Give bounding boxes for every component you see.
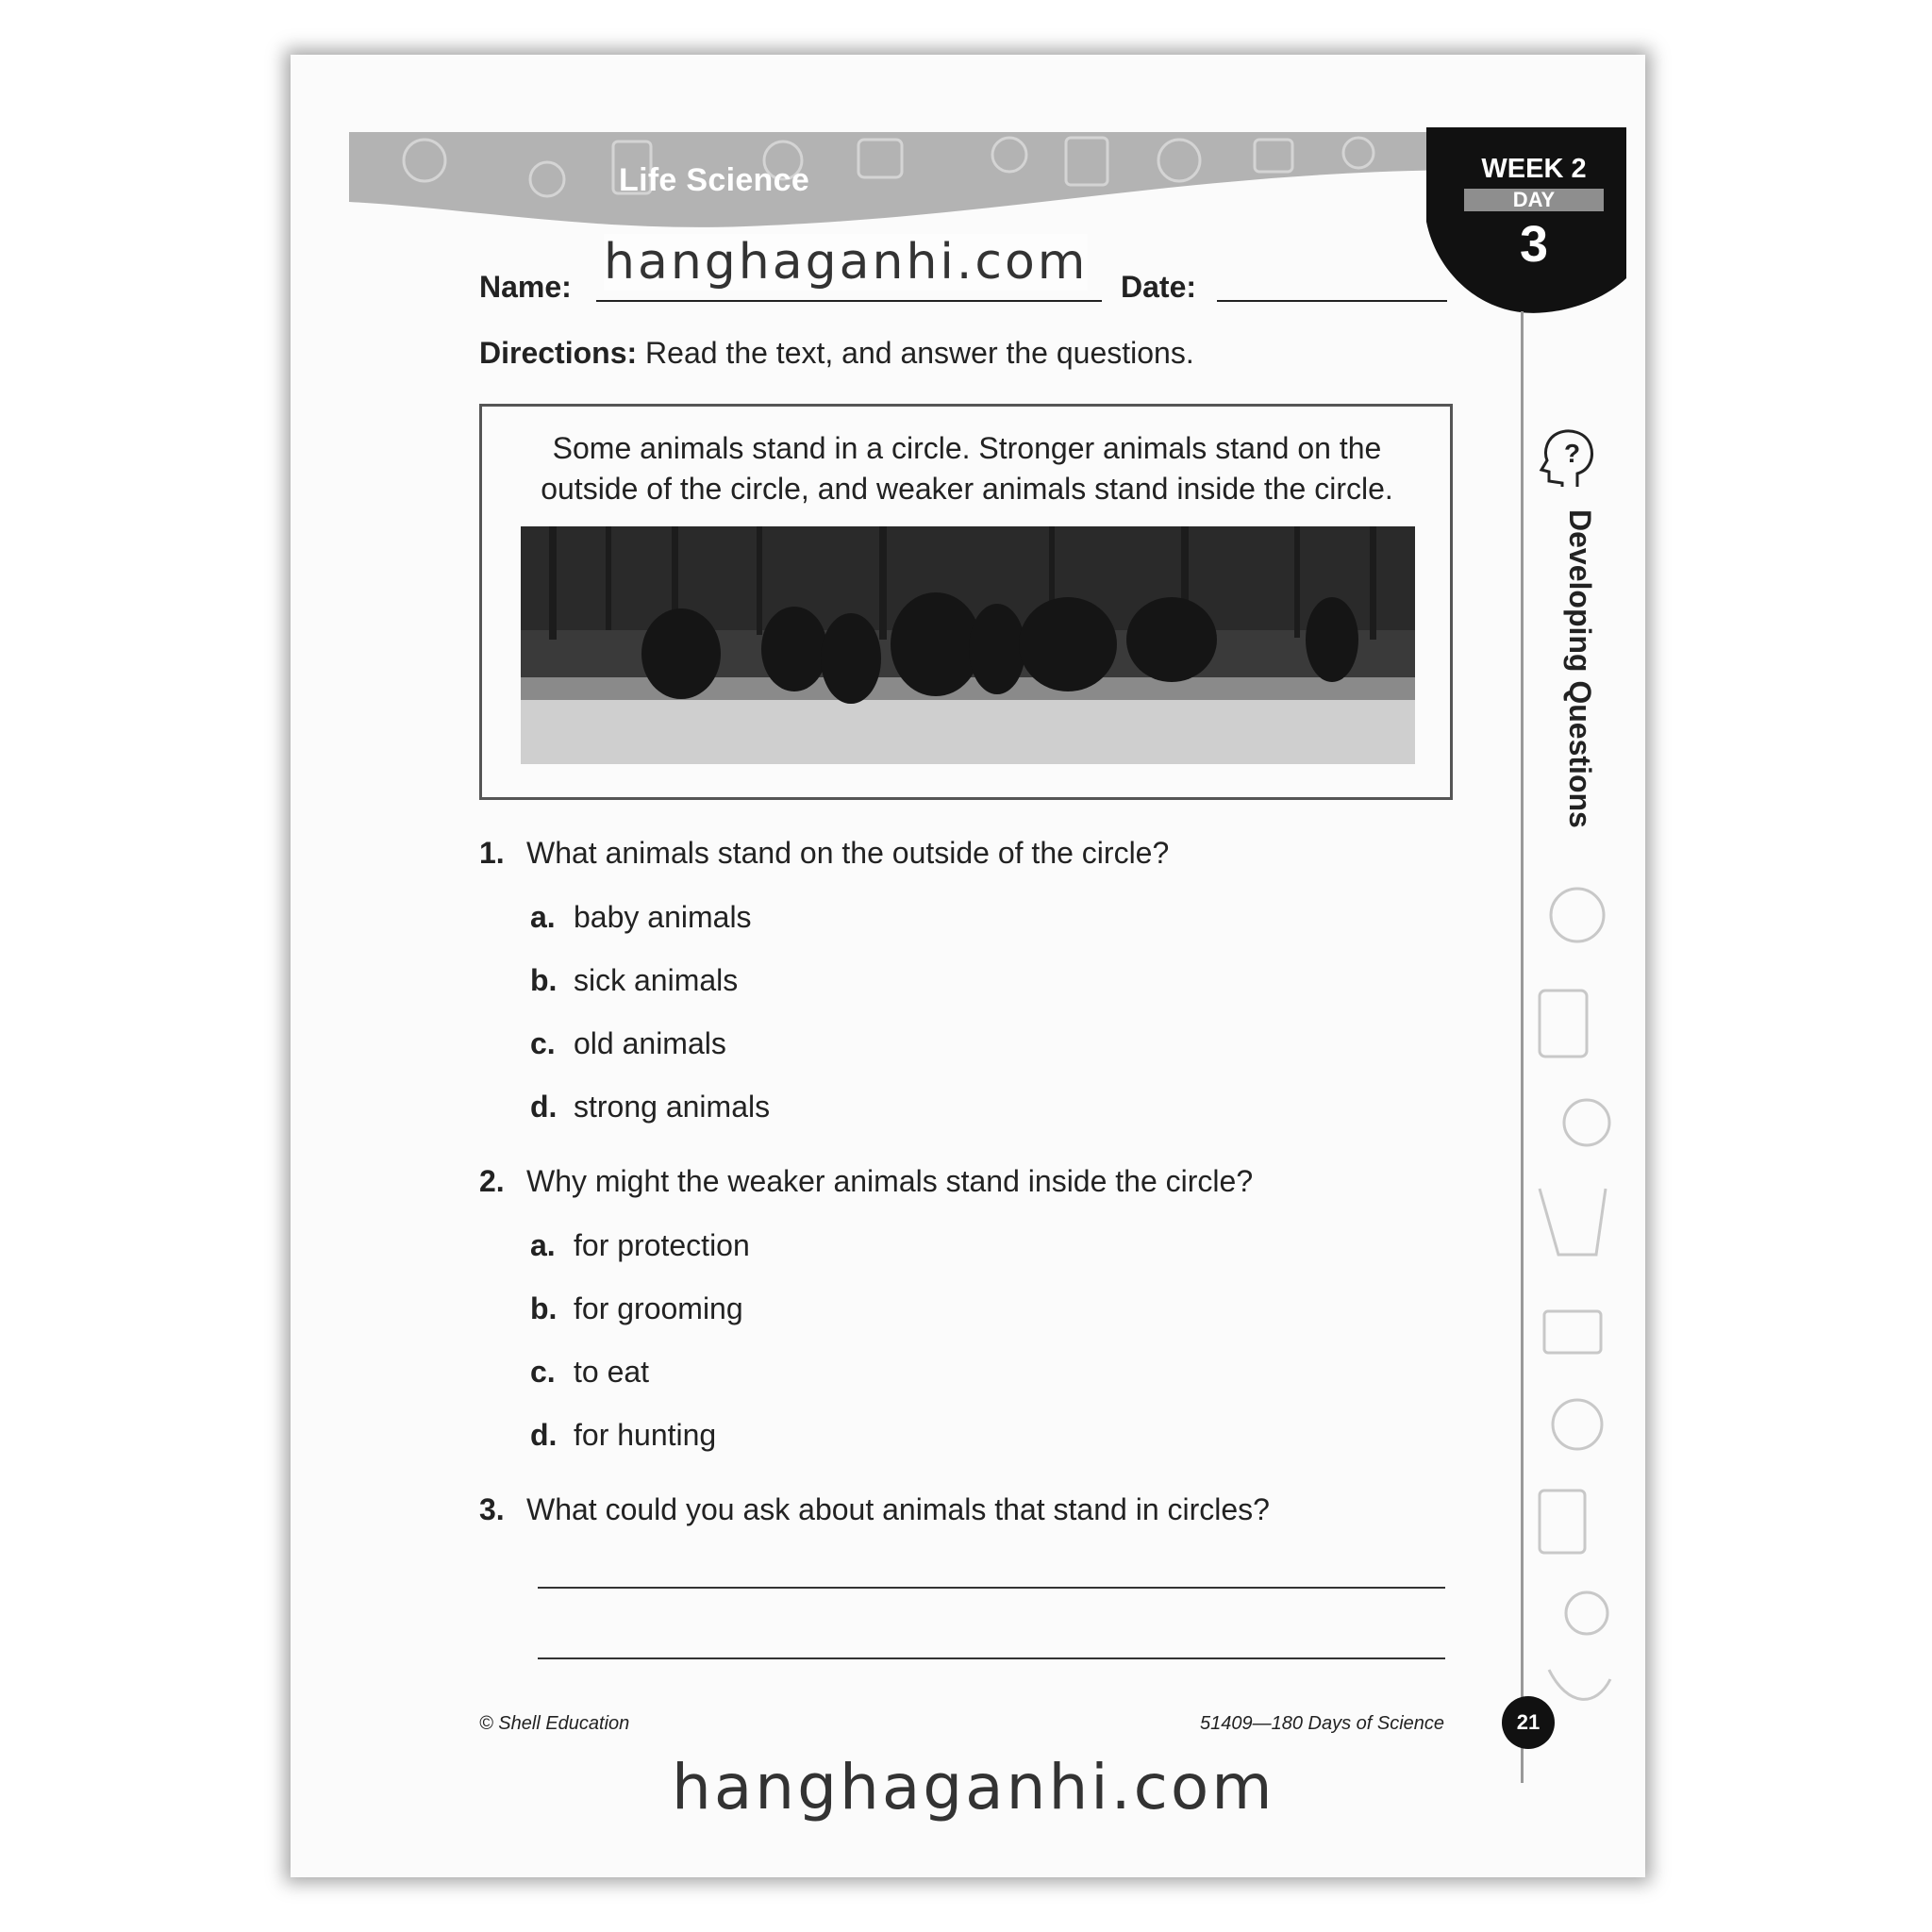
q2-option-a[interactable] [530,1228,750,1263]
option-text: for grooming [574,1291,743,1325]
question-number: 3. [479,1492,505,1526]
option-letter: a. [530,1228,556,1262]
question-number: 1. [479,836,505,870]
date-label: Date: [1121,270,1197,304]
option-letter: d. [530,1418,558,1452]
question-number: 2. [479,1164,505,1198]
option-text: for hunting [574,1418,717,1452]
question-1 [479,836,1169,871]
worksheet-page [291,55,1645,1877]
day-label: DAY [1464,189,1604,211]
directions [479,336,1194,371]
option-letter: c. [530,1026,556,1060]
q1-option-a[interactable] [530,900,752,935]
day-number: 3 [1519,216,1549,273]
option-text: to eat [574,1355,650,1389]
q2-option-c[interactable] [530,1355,649,1390]
week-label: WEEK 2 [1481,154,1587,184]
name-field[interactable] [596,300,1102,302]
q2-option-b[interactable] [530,1291,743,1326]
option-text: for protection [574,1228,750,1262]
bison-herd-photo [521,526,1415,764]
watermark: hanghaganhi.com [672,1751,1275,1824]
answer-line[interactable] [538,1587,1445,1589]
option-text: sick animals [574,963,739,997]
svg-text:?: ? [1564,439,1581,468]
q1-option-d[interactable] [530,1090,770,1124]
answer-line[interactable] [538,1657,1445,1659]
q1-option-c[interactable] [530,1026,726,1061]
passage-text: Some animals stand in a circle. Stronger animals stand on the outside of the circle, and weaker animals stand inside the circle. [541,431,1393,506]
question-3 [479,1492,1270,1527]
question-text: What could you ask about animals that stand in circles? [526,1492,1270,1526]
page-number: 21 [1502,1696,1555,1749]
option-text: old animals [574,1026,726,1060]
q1-option-b[interactable] [530,963,738,998]
subject-title: Life Science [619,162,810,198]
question-text: What animals stand on the outside of the circle? [526,836,1170,870]
copyright: © Shell Education [479,1713,630,1734]
question-text: Why might the weaker animals stand inside the circle? [526,1164,1254,1198]
directions-label: Directions: [479,336,638,370]
option-text: strong animals [574,1090,771,1124]
name-label: Name: [479,270,572,304]
q2-option-d[interactable] [530,1418,716,1453]
watermark: hanghaganhi.com [604,234,1089,291]
date-field[interactable] [1217,300,1447,302]
option-text: baby animals [574,900,752,934]
directions-text: Read the text, and answer the questions. [637,336,1194,370]
option-letter: c. [530,1355,556,1389]
head-question-icon [1536,425,1602,491]
question-2 [479,1164,1253,1199]
sidebar-title: Developing Questions [1563,509,1597,828]
header-banner [349,132,1481,236]
option-letter: a. [530,900,556,934]
option-letter: b. [530,1291,558,1325]
book-title: 51409—180 Days of Science [1200,1713,1445,1734]
sidebar-divider [1521,311,1524,1783]
option-letter: d. [530,1090,558,1124]
option-letter: b. [530,963,558,997]
